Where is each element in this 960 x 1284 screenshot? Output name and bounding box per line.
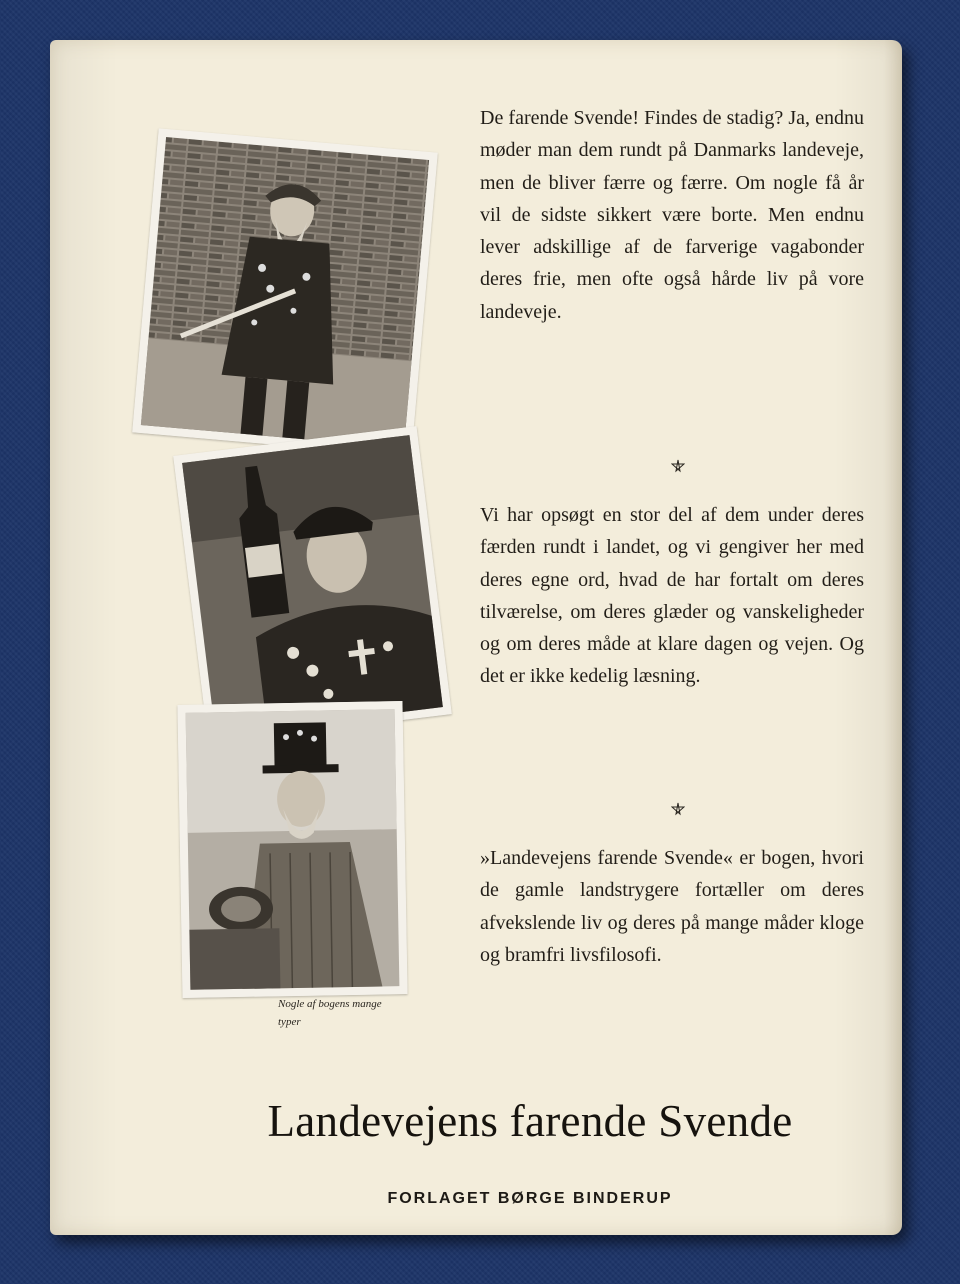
- blurb-paragraph-3: »Landevejens farende Svende« er bogen, hvori de gamle landstrygere fortæller om deres afvekslende liv og deres på mange måder kloge og bramfri livsfilosofi.: [480, 847, 864, 966]
- blurb-paragraph-2: Vi har opsøgt en stor del af dem under deres færden rundt i landet, og vi gengiver her med deres egne ord, hvad de har fortalt om deres tilværelse, om deres glæder og vanskeligheder og om deres måde at klare dagen og vejen. Og det er ikke kedelig læsning.: [480, 504, 864, 688]
- vagabond-photo-3: [177, 701, 407, 998]
- vagabond-photo-2: [173, 426, 452, 744]
- photo-caption: Nogle af bogens mange typer: [278, 998, 382, 1028]
- star-ornament-icon: [671, 802, 685, 816]
- cover-edge-shading: [884, 40, 902, 1235]
- vagabond-photo-1: [132, 128, 438, 456]
- book-back-cover: [50, 40, 902, 1235]
- blurb-paragraph-1: De farende Svende! Findes de stadig? Ja, endnu møder man dem rundt på Danmarks landeveje, men de bliver færre og færre. Om nogle få år vil de sidste sikkert være borte. Men endnu lever adskillige af de farverige vagabonder deres frie, men ofte også hårde liv på vore landeveje.: [480, 107, 864, 323]
- book-title: Landevejens farende Svende: [267, 1096, 793, 1146]
- star-ornament-icon: [671, 459, 685, 473]
- publisher-name: FORLAGET BØRGE BINDERUP: [387, 1190, 673, 1207]
